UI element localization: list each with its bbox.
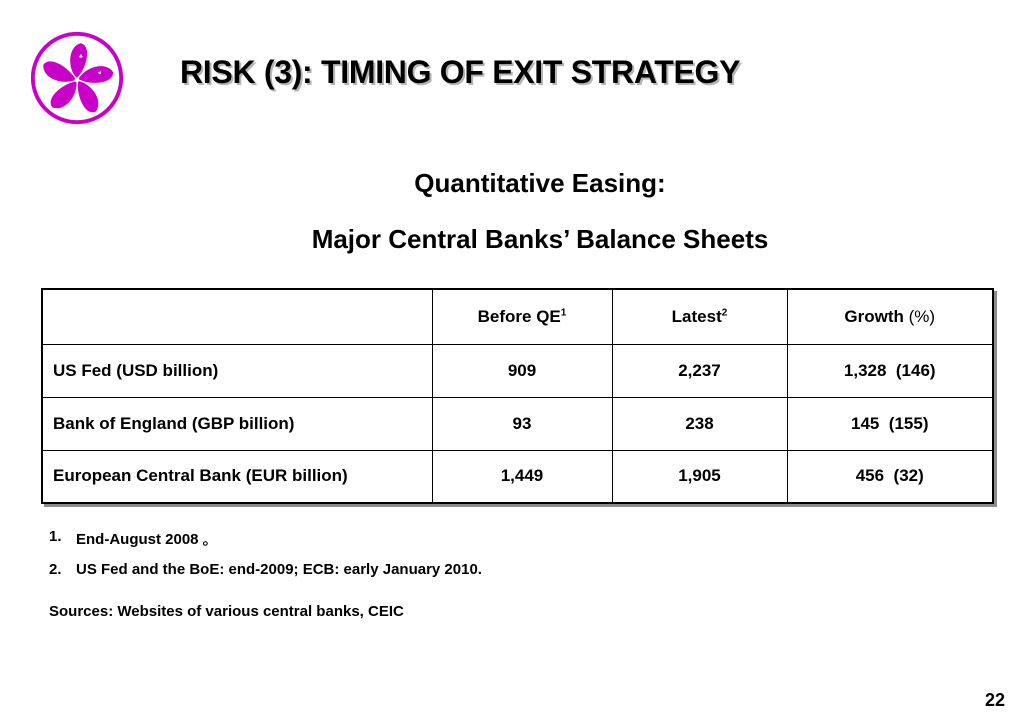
footnote-item — [49, 561, 482, 594]
footnote-ref-1: 1 — [560, 307, 567, 319]
growth-value: 456 (32) — [787, 450, 993, 503]
growth-value: 1,328 (146) — [787, 345, 993, 398]
before-qe-value: 93 — [432, 398, 612, 451]
footnote-text: End-August 2008 。 — [76, 531, 218, 548]
footnote-number: 2. — [49, 561, 62, 578]
table-row — [42, 398, 993, 451]
sources-text: Sources: Websites of various central banks, CEIC — [49, 603, 404, 620]
footnote-item — [49, 528, 482, 561]
footnote-number: 1. — [49, 528, 62, 545]
bank-name: US Fed (USD billion) — [42, 345, 432, 398]
header-bank — [42, 289, 432, 345]
growth-unit: (%) — [908, 307, 936, 327]
table-row — [42, 450, 993, 503]
before-qe-value: 1,449 — [432, 450, 612, 503]
subtitle-line1: Quantitative Easing: — [414, 168, 666, 198]
bauhinia-logo-icon — [29, 30, 125, 126]
latest-value: 2,237 — [612, 345, 787, 398]
table-header-row — [42, 289, 993, 345]
footnote-ref-2: 2 — [721, 307, 728, 319]
bank-name: European Central Bank (EUR billion) — [42, 450, 432, 503]
footnote-text: US Fed and the BoE: end-2009; ECB: early January 2010. — [76, 561, 482, 578]
header-before-qe: Before $QE^1$ — [432, 289, 612, 345]
table-row — [42, 345, 993, 398]
balance-sheet-table — [41, 288, 994, 504]
subtitle-line2: Major Central Banks’ Balance Sheets — [311, 224, 769, 254]
page-number: 22 — [984, 690, 1005, 710]
header-growth: Growth (%) — [787, 289, 993, 345]
latest-value: 238 — [612, 398, 787, 451]
footnotes-list — [49, 528, 482, 594]
bank-name: Bank of England (GBP billion) — [42, 398, 432, 451]
header-latest: Latest$^2$ — [612, 289, 787, 345]
before-qe-value: 909 — [432, 345, 612, 398]
latest-value: 1,905 — [612, 450, 787, 503]
growth-value: 145 (155) — [787, 398, 993, 451]
slide-title: RISK (3): TIMING OF EXIT STRATEGY — [180, 54, 741, 90]
